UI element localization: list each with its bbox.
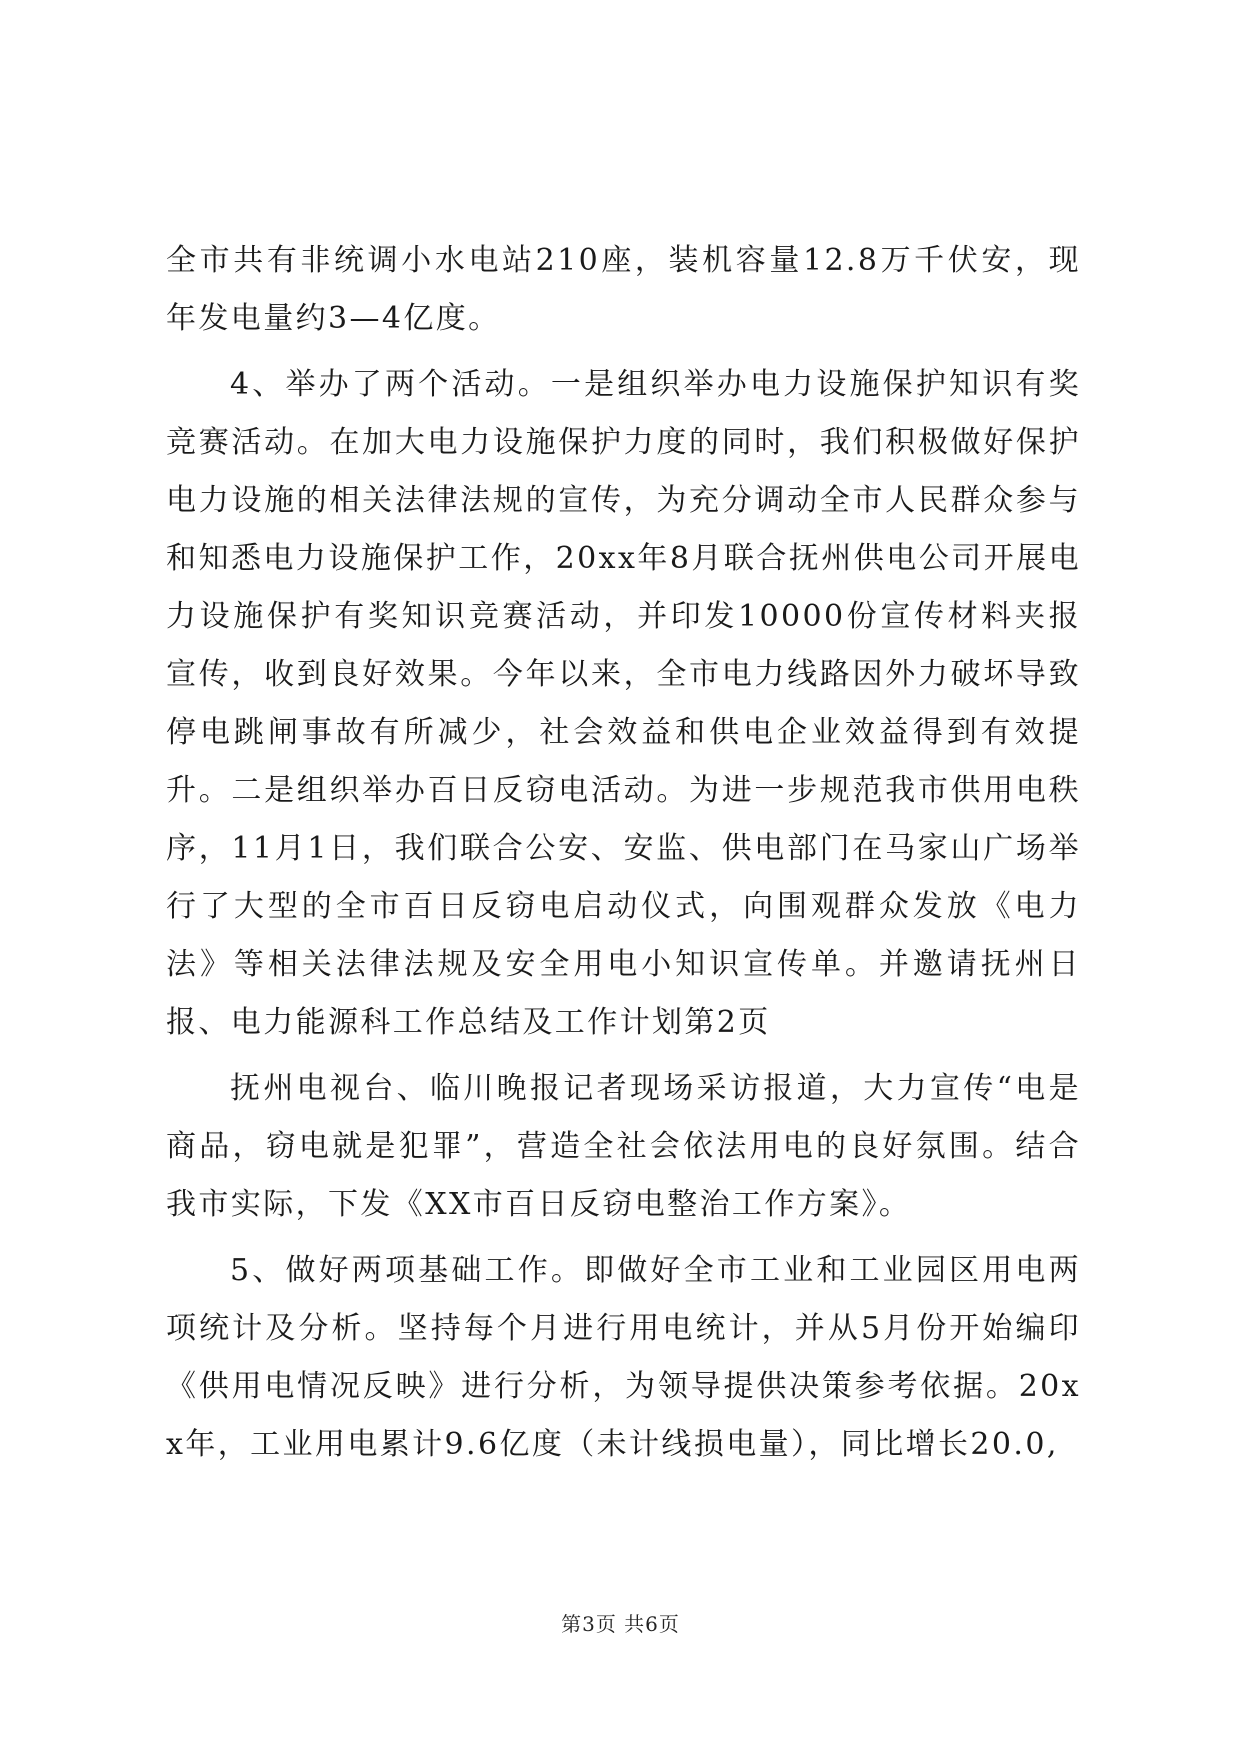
- paragraph-item-5: 5、做好两项基础工作。即做好全市工业和工业园区用电两项统计及分析。坚持每个月进行用电统计，并从5月份开始编印《供用电情况反映》进行分析，为领导提供决策参考依据。20xx年，工业用电累计9.6亿度（未计线损电量），同比增长20.0,: [166, 1253, 1081, 1462]
- page-footer: 第3页 共6页: [561, 1612, 680, 1636]
- paragraph-publicity: 抚州电视台、临川晚报记者现场采访报道，大力宣传“电是商品，窃电就是犯罪”，营造全社会依法用电的良好氛围。结合我市实际，下发《XX市百日反窃电整治工作方案》。: [166, 1071, 1081, 1222]
- paragraph-item-4: 4、举办了两个活动。一是组织举办电力设施保护知识有奖竞赛活动。在加大电力设施保护力度的同时，我们积极做好保护电力设施的相关法律法规的宣传，为充分调动全市人民群众参与和知悉电力设施保护工作，20xx年8月联合抚州供电公司开展电力设施保护有奖知识竞赛活动，并印发10000份宣传材料夹报宣传，收到良好效果。今年以来，全市电力线路因外力破坏导致停电跳闸事故有所减少，社会效益和供电企业效益得到有效提升。二是组织举办百日反窃电活动。为进一步规范我市供用电秩序，11月1日，我们联合公安、安监、供电部门在马家山广场举行了大型的全市百日反窃电启动仪式，向围观群众发放《电力法》等相关法律法规及安全用电小知识宣传单。并邀请抚州日报、电力能源科工作总结及工作计划第2页: [166, 367, 1081, 1040]
- document-body: [166, 232, 1081, 1474]
- paragraph-continuation: 全市共有非统调小水电站210座，装机容量12.8万千伏安，现年发电量约3—4亿度。: [166, 243, 1081, 336]
